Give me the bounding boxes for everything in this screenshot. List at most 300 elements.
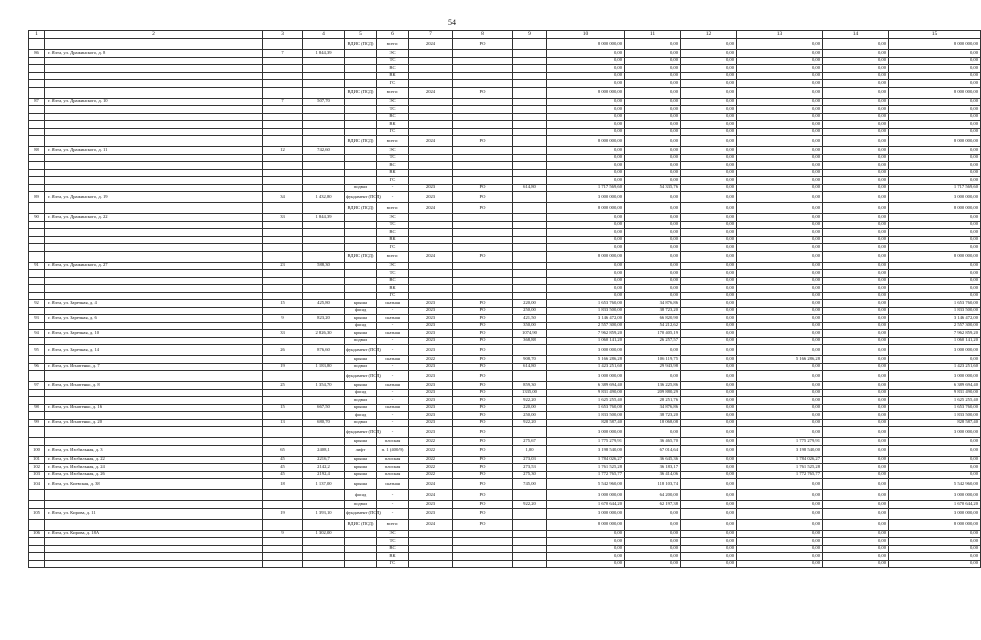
cell-cost-col15: 0,00 <box>889 471 981 479</box>
column-header: 3 <box>263 31 303 39</box>
cell-area <box>303 229 345 237</box>
cell-work-type: фундамент (ПСД) <box>345 192 377 203</box>
cell-cost-col14: 0,00 <box>823 508 889 519</box>
cell-row-number <box>29 389 45 397</box>
cell-cost-col15: 828 587,40 <box>889 419 981 427</box>
cell-row-number: 90 <box>29 214 45 222</box>
cell-work-type <box>345 128 377 136</box>
cell-row-number <box>29 121 45 129</box>
cell-year <box>409 560 453 568</box>
table-row <box>29 456 981 464</box>
cell-volume <box>513 427 547 438</box>
table-row <box>29 72 981 80</box>
cell-year <box>409 147 453 155</box>
cell-year: 2023 <box>409 330 453 338</box>
cell-floors: 19 <box>263 363 303 371</box>
cell-address <box>45 545 263 553</box>
cell-total-cost: 1 670 644,20 <box>547 501 625 509</box>
table-row <box>29 471 981 479</box>
cell-floors: 15 <box>263 404 303 412</box>
cell-supervision-cost: 0,00 <box>625 57 681 65</box>
table-row <box>29 121 981 129</box>
cell-cost-col14: 0,00 <box>823 404 889 412</box>
cell-subtype: - <box>377 508 409 519</box>
cell-area: 1 844,39 <box>303 50 345 58</box>
table-row <box>29 192 981 203</box>
cell-subtype: всего: <box>377 87 409 98</box>
cell-subtype: - <box>377 363 409 371</box>
cell-floors: 15 <box>263 300 303 308</box>
cell-cost-col12: 0,00 <box>681 412 737 420</box>
cell-volume <box>513 560 547 568</box>
cell-work-type: крыша <box>345 356 377 364</box>
cell-address: г. Ялта, ул. Дражинского, д. 10 <box>45 98 263 106</box>
table-row <box>29 412 981 420</box>
cell-area: 823,20 <box>303 315 345 323</box>
cell-cost-col13: 0,00 <box>737 363 823 371</box>
cell-cost-col14: 0,00 <box>823 356 889 364</box>
cell-cost-col15: 2 557 300,00 <box>889 322 981 330</box>
cell-cost-col15: 0,00 <box>889 262 981 270</box>
cell-volume: 275,30 <box>513 471 547 479</box>
cell-floors: 19 <box>263 508 303 519</box>
cell-cost-col12: 0,00 <box>681 214 737 222</box>
cell-cost-col12: 0,00 <box>681 560 737 568</box>
cell-work-type <box>345 545 377 553</box>
cell-cost-col13: 0,00 <box>737 113 823 121</box>
cell-row-number <box>29 519 45 530</box>
cell-area <box>303 72 345 80</box>
table-row <box>29 371 981 382</box>
table-row <box>29 322 981 330</box>
cell-year <box>409 285 453 293</box>
cell-funding: РО <box>453 371 513 382</box>
cell-subtype: ТС <box>377 538 409 546</box>
cell-work-type <box>345 113 377 121</box>
cell-cost-col12: 0,00 <box>681 404 737 412</box>
cell-cost-col15: 1 060 141,20 <box>889 337 981 345</box>
cell-volume <box>513 203 547 214</box>
cell-cost-col15: 1 833 500,00 <box>889 307 981 315</box>
cell-subtype: всего: <box>377 251 409 262</box>
cell-year: 2023 <box>409 501 453 509</box>
cell-supervision-cost: 36 414,06 <box>625 471 681 479</box>
cell-cost-col12: 0,00 <box>681 229 737 237</box>
cell-cost-col14: 0,00 <box>823 519 889 530</box>
cell-cost-col12: 0,00 <box>681 445 737 456</box>
cell-cost-col15: 0,00 <box>889 128 981 136</box>
cell-subtype: скатная <box>377 300 409 308</box>
cell-floors <box>263 236 303 244</box>
cell-area <box>303 57 345 65</box>
cell-year: 2024 <box>409 136 453 147</box>
cell-funding <box>453 169 513 177</box>
table-row <box>29 445 981 456</box>
cell-total-cost: 0,00 <box>547 530 625 538</box>
cell-cost-col13: 0,00 <box>737 300 823 308</box>
cell-cost-col14: 0,00 <box>823 419 889 427</box>
cell-funding: РО <box>453 508 513 519</box>
cell-address <box>45 57 263 65</box>
table-row <box>29 490 981 501</box>
cell-subtype: ГС <box>377 244 409 252</box>
cell-volume <box>513 345 547 356</box>
cell-cost-col14: 0,00 <box>823 50 889 58</box>
cell-work-type: фундамент (ПСД) <box>345 508 377 519</box>
cell-funding <box>453 560 513 568</box>
cell-area: 1 432,80 <box>303 192 345 203</box>
cell-total-cost: 8 000 000,00 <box>547 203 625 214</box>
cell-work-type <box>345 50 377 58</box>
table-row <box>29 438 981 446</box>
cell-work-type: крыша <box>345 438 377 446</box>
cell-cost-col13: 0,00 <box>737 244 823 252</box>
cell-address: г. Ялта, ул. Игнатенко, д. 20 <box>45 419 263 427</box>
cell-floors: 33 <box>263 330 303 338</box>
table-row <box>29 530 981 538</box>
cell-cost-col13: 0,00 <box>737 128 823 136</box>
cell-floors: 9 <box>263 315 303 323</box>
cell-year <box>409 162 453 170</box>
cell-address <box>45 397 263 405</box>
cell-address <box>45 553 263 561</box>
cell-cost-col14: 0,00 <box>823 389 889 397</box>
cell-total-cost: 0,00 <box>547 221 625 229</box>
cell-funding <box>453 538 513 546</box>
cell-floors: 26 <box>263 345 303 356</box>
cell-subtype: п. 1 (400/9) <box>377 445 409 456</box>
cell-row-number: 98 <box>29 404 45 412</box>
cell-work-type: крыша <box>345 404 377 412</box>
cell-address <box>45 65 263 73</box>
cell-work-type <box>345 169 377 177</box>
cell-subtype: ТС <box>377 106 409 114</box>
cell-total-cost: 1 761 525,28 <box>547 464 625 472</box>
cell-address <box>45 221 263 229</box>
cell-supervision-cost: 54 335,76 <box>625 184 681 192</box>
cell-cost-col13: 0,00 <box>737 177 823 185</box>
cell-cost-col12: 0,00 <box>681 490 737 501</box>
cell-cost-col14: 0,00 <box>823 371 889 382</box>
cell-address <box>45 337 263 345</box>
table-row <box>29 262 981 270</box>
cell-cost-col14: 0,00 <box>823 87 889 98</box>
cell-funding: РО <box>453 412 513 420</box>
cell-cost-col14: 0,00 <box>823 300 889 308</box>
cell-address <box>45 184 263 192</box>
cell-row-number: 95 <box>29 345 45 356</box>
cell-area <box>303 560 345 568</box>
table-row <box>29 87 981 98</box>
cell-row-number <box>29 113 45 121</box>
column-header: 9 <box>513 31 547 39</box>
cell-funding: РО <box>453 445 513 456</box>
cell-area: 1 302,00 <box>303 530 345 538</box>
cell-cost-col14: 0,00 <box>823 80 889 88</box>
cell-address: г. Ялта, ул. Дражинского, д. 8 <box>45 50 263 58</box>
cell-area: 2192,4 <box>303 471 345 479</box>
cell-cost-col12: 0,00 <box>681 397 737 405</box>
cell-year: 2023 <box>409 315 453 323</box>
table-row <box>29 98 981 106</box>
cell-cost-col12: 0,00 <box>681 382 737 390</box>
cell-funding: РО <box>453 397 513 405</box>
cell-funding <box>453 285 513 293</box>
cell-cost-col14: 0,00 <box>823 57 889 65</box>
cell-subtype: скатная <box>377 404 409 412</box>
column-header: 14 <box>823 31 889 39</box>
cell-address <box>45 438 263 446</box>
cell-volume: 614,80 <box>513 363 547 371</box>
cell-funding <box>453 277 513 285</box>
cell-supervision-cost: 0,00 <box>625 87 681 98</box>
cell-funding <box>453 147 513 155</box>
cell-row-number: 91 <box>29 262 45 270</box>
cell-address <box>45 519 263 530</box>
cell-row-number <box>29 80 45 88</box>
cell-cost-col12: 0,00 <box>681 277 737 285</box>
cell-cost-col12: 0,00 <box>681 57 737 65</box>
cell-subtype: ЭС <box>377 50 409 58</box>
cell-subtype: - <box>377 192 409 203</box>
cell-work-type <box>345 214 377 222</box>
cell-cost-col15: 8 000 000,00 <box>889 203 981 214</box>
cell-cost-col13: 1 784 026,27 <box>737 456 823 464</box>
cell-floors <box>263 560 303 568</box>
cell-subtype: ВС <box>377 545 409 553</box>
cell-volume: 273,03 <box>513 456 547 464</box>
cell-area: 1 183,80 <box>303 363 345 371</box>
cell-area: 667,50 <box>303 404 345 412</box>
cell-year: 2024 <box>409 39 453 50</box>
cell-supervision-cost: 0,00 <box>625 229 681 237</box>
cell-volume: 922,20 <box>513 397 547 405</box>
cell-floors: 13 <box>263 419 303 427</box>
cell-subtype: - <box>377 419 409 427</box>
cell-year <box>409 530 453 538</box>
cell-cost-col12: 0,00 <box>681 508 737 519</box>
cell-total-cost: 3 146 472,00 <box>547 315 625 323</box>
cell-total-cost: 0,00 <box>547 147 625 155</box>
cell-row-number: 94 <box>29 330 45 338</box>
cell-cost-col13: 0,00 <box>737 236 823 244</box>
cell-supervision-cost: 18 068,08 <box>625 419 681 427</box>
cell-floors <box>263 57 303 65</box>
cell-work-type <box>345 553 377 561</box>
cell-supervision-cost: 0,00 <box>625 177 681 185</box>
cell-supervision-cost: 106 119,75 <box>625 356 681 364</box>
cell-subtype: ГС <box>377 560 409 568</box>
cell-funding: РО <box>453 356 513 364</box>
cell-address <box>45 121 263 129</box>
cell-work-type: лифт <box>345 445 377 456</box>
cell-subtype: - <box>377 322 409 330</box>
cell-cost-col13: 0,00 <box>737 192 823 203</box>
cell-cost-col13: 0,00 <box>737 397 823 405</box>
cell-area: 680,70 <box>303 419 345 427</box>
cell-funding: РО <box>453 427 513 438</box>
cell-total-cost: 1 653 760,00 <box>547 404 625 412</box>
cell-supervision-cost: 28 251,76 <box>625 397 681 405</box>
table-row <box>29 221 981 229</box>
cell-volume <box>513 121 547 129</box>
cell-work-type: ВДИС (ПСД) <box>345 519 377 530</box>
cell-area: 507,70 <box>303 98 345 106</box>
cell-total-cost: 7 962 859,20 <box>547 330 625 338</box>
cell-cost-col14: 0,00 <box>823 427 889 438</box>
cell-cost-col15: 8 000 000,00 <box>889 87 981 98</box>
cell-volume <box>513 538 547 546</box>
cell-funding <box>453 292 513 300</box>
cell-cost-col13: 0,00 <box>737 154 823 162</box>
table-row <box>29 553 981 561</box>
cell-cost-col13: 0,00 <box>737 162 823 170</box>
table-row <box>29 519 981 530</box>
cell-total-cost: 1 833 500,00 <box>547 412 625 420</box>
cell-address <box>45 560 263 568</box>
cell-row-number <box>29 236 45 244</box>
cell-cost-col13: 0,00 <box>737 404 823 412</box>
table-row <box>29 345 981 356</box>
cell-subtype: ЭС <box>377 262 409 270</box>
cell-cost-col14: 0,00 <box>823 345 889 356</box>
cell-cost-col14: 0,00 <box>823 490 889 501</box>
cell-subtype: всего: <box>377 203 409 214</box>
cell-subtype: - <box>377 337 409 345</box>
cell-cost-col12: 0,00 <box>681 121 737 129</box>
table-row <box>29 419 981 427</box>
cell-address <box>45 229 263 237</box>
cell-supervision-cost: 36 645,36 <box>625 456 681 464</box>
cell-cost-col15: 3 000 000,00 <box>889 490 981 501</box>
cell-address: г. Ялта, ул. Игнатенко, д. 8 <box>45 382 263 390</box>
cell-cost-col15: 6 389 694,40 <box>889 382 981 390</box>
cell-funding: РО <box>453 251 513 262</box>
cell-cost-col15: 0,00 <box>889 236 981 244</box>
cell-year: 2024 <box>409 479 453 490</box>
cell-address: г. Ялта, ул. Заречная, д. 10 <box>45 330 263 338</box>
cell-funding: РО <box>453 519 513 530</box>
cell-area <box>303 371 345 382</box>
cell-row-number <box>29 371 45 382</box>
cell-area: 2 826,30 <box>303 330 345 338</box>
column-header: 5 <box>345 31 377 39</box>
cell-cost-col14: 0,00 <box>823 545 889 553</box>
cell-funding: РО <box>453 192 513 203</box>
cell-cost-col12: 0,00 <box>681 530 737 538</box>
cell-cost-col14: 0,00 <box>823 464 889 472</box>
cell-cost-col13: 0,00 <box>737 277 823 285</box>
cell-volume: 745,00 <box>513 479 547 490</box>
cell-cost-col14: 0,00 <box>823 229 889 237</box>
cell-subtype: скатная <box>377 330 409 338</box>
cell-subtype: всего: <box>377 39 409 50</box>
cell-row-number: 96 <box>29 363 45 371</box>
cell-year <box>409 221 453 229</box>
cell-row-number <box>29 65 45 73</box>
cell-supervision-cost: 0,00 <box>625 50 681 58</box>
cell-row-number <box>29 285 45 293</box>
cell-work-type <box>345 106 377 114</box>
cell-funding <box>453 57 513 65</box>
cell-cost-col14: 0,00 <box>823 72 889 80</box>
cell-supervision-cost: 0,00 <box>625 251 681 262</box>
cell-cost-col13: 3 198 540,00 <box>737 445 823 456</box>
cell-address <box>45 203 263 214</box>
cell-supervision-cost: 0,00 <box>625 136 681 147</box>
cell-funding <box>453 270 513 278</box>
cell-address <box>45 371 263 382</box>
cell-supervision-cost: 0,00 <box>625 39 681 50</box>
table-row <box>29 184 981 192</box>
cell-total-cost: 3 000 000,00 <box>547 508 625 519</box>
cell-work-type <box>345 162 377 170</box>
cell-volume: 1,00 <box>513 445 547 456</box>
cell-floors: 45 <box>263 456 303 464</box>
cell-cost-col15: 9 831 490,00 <box>889 389 981 397</box>
cell-year <box>409 545 453 553</box>
cell-address <box>45 244 263 252</box>
cell-cost-col12: 0,00 <box>681 345 737 356</box>
cell-supervision-cost: 0,00 <box>625 508 681 519</box>
cell-address <box>45 389 263 397</box>
cell-floors <box>263 72 303 80</box>
table-row <box>29 389 981 397</box>
table-row <box>29 307 981 315</box>
cell-year: 2023 <box>409 382 453 390</box>
cell-supervision-cost: 0,00 <box>625 203 681 214</box>
cell-work-type: ВДИС (ПСД) <box>345 251 377 262</box>
cell-subtype: ВС <box>377 113 409 121</box>
cell-floors <box>263 412 303 420</box>
cell-cost-col15: 0,00 <box>889 438 981 446</box>
column-header: 13 <box>737 31 823 39</box>
cell-supervision-cost: 38 723,20 <box>625 307 681 315</box>
cell-cost-col15: 0,00 <box>889 65 981 73</box>
cell-volume <box>513 113 547 121</box>
cell-cost-col13: 0,00 <box>737 330 823 338</box>
cell-year: 2022 <box>409 456 453 464</box>
cell-row-number <box>29 154 45 162</box>
cell-volume: 922,20 <box>513 419 547 427</box>
cell-volume: 350,00 <box>513 322 547 330</box>
cell-volume <box>513 80 547 88</box>
table-row <box>29 147 981 155</box>
cell-cost-col13: 0,00 <box>737 307 823 315</box>
cell-floors: 45 <box>263 471 303 479</box>
cell-cost-col12: 0,00 <box>681 128 737 136</box>
cell-cost-col13: 0,00 <box>737 65 823 73</box>
cell-row-number <box>29 72 45 80</box>
cell-total-cost: 8 000 000,00 <box>547 136 625 147</box>
cell-area <box>303 169 345 177</box>
cell-cost-col13: 0,00 <box>737 147 823 155</box>
cell-funding: РО <box>453 490 513 501</box>
cell-floors <box>263 203 303 214</box>
cell-cost-col12: 0,00 <box>681 456 737 464</box>
cell-cost-col15: 0,00 <box>889 169 981 177</box>
cell-address: г. Ялта, ул. Дражинского, д. 22 <box>45 214 263 222</box>
cell-work-type: крыша <box>345 300 377 308</box>
table-row <box>29 300 981 308</box>
cell-cost-col14: 0,00 <box>823 121 889 129</box>
cell-area <box>303 356 345 364</box>
cell-area <box>303 270 345 278</box>
cell-floors <box>263 169 303 177</box>
cell-cost-col15: 3 146 472,00 <box>889 315 981 323</box>
cell-total-cost: 6 389 694,40 <box>547 382 625 390</box>
cell-cost-col14: 0,00 <box>823 236 889 244</box>
